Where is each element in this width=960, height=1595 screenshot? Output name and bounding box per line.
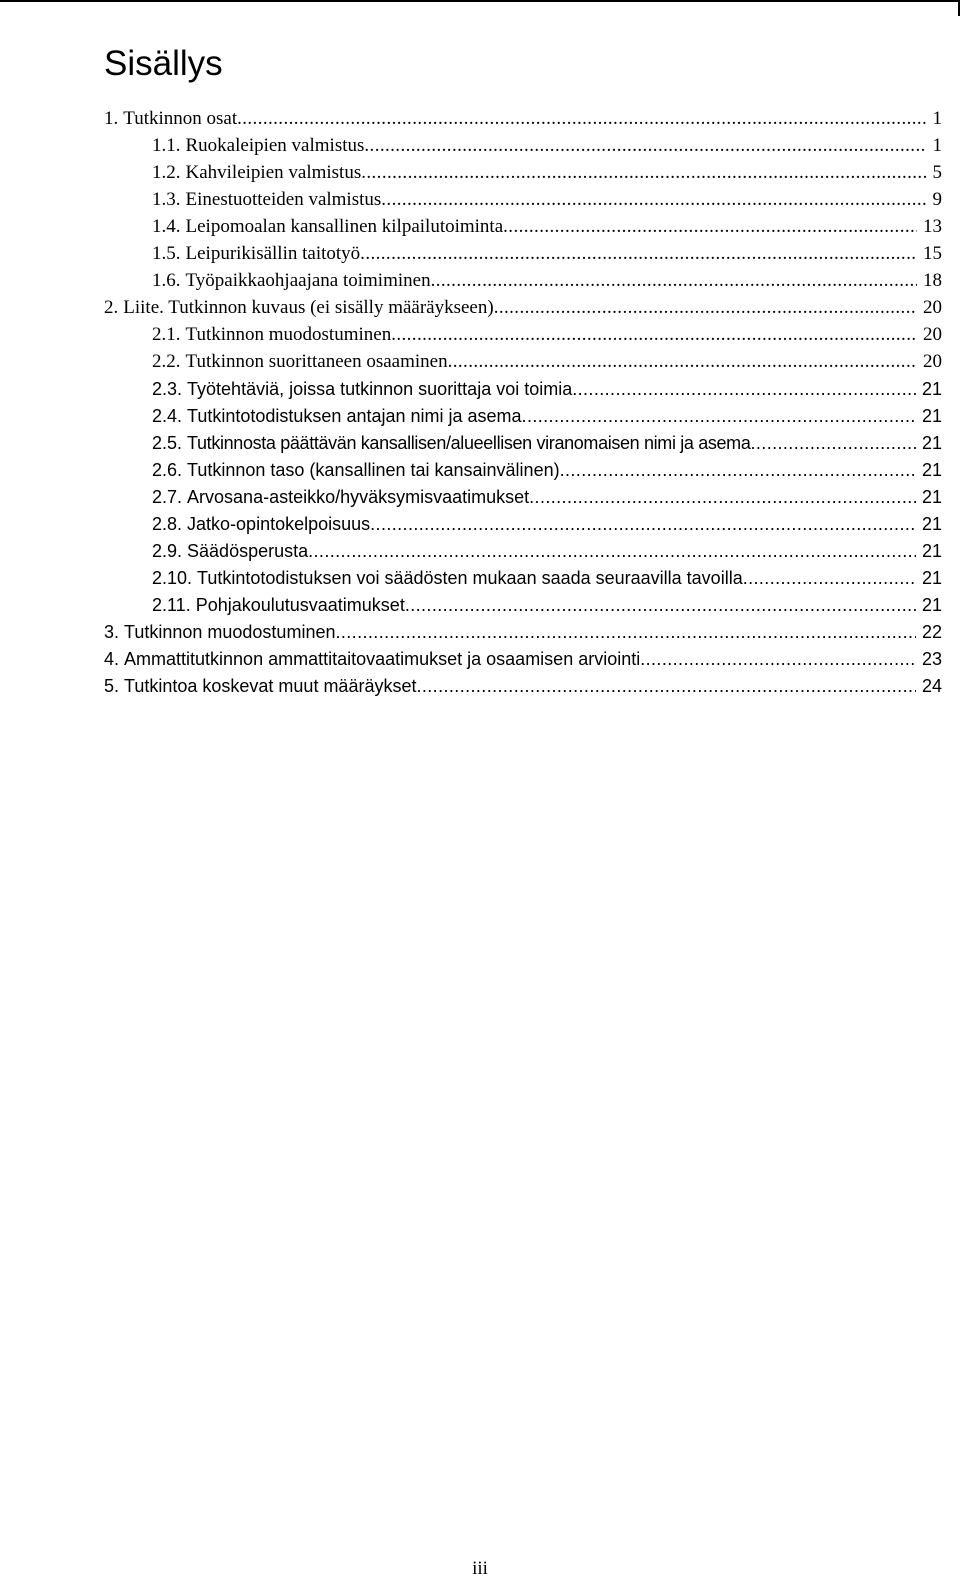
toc-leader-dots xyxy=(335,618,915,646)
toc-entry-4[interactable] xyxy=(104,645,942,673)
toc-entry-2-4[interactable] xyxy=(152,402,942,430)
toc-entry-page: 5 xyxy=(932,162,942,183)
toc-entry-label: Tutkintoa koskevat muut määräykset xyxy=(124,676,417,696)
toc-entry-page: 20 xyxy=(923,297,942,318)
toc-entry-2-2[interactable] xyxy=(152,348,942,376)
toc-entry-number: 3. xyxy=(104,622,120,642)
toc-entry-number: 2. xyxy=(104,297,119,318)
toc-entry-label: Ruokaleipien valmistus xyxy=(185,135,365,156)
toc-entry-page: 15 xyxy=(923,243,942,264)
toc-entry-label: Einestuotteiden valmistus xyxy=(185,189,382,210)
toc-entry-2-10[interactable] xyxy=(152,564,942,592)
toc-entry-page: 24 xyxy=(921,676,942,696)
toc-entry-page: 23 xyxy=(921,649,942,669)
toc-entry-label: Tutkintotodistuksen voi säädösten mukaan saada seuraavilla tavoilla xyxy=(197,568,743,588)
toc-entry-label: Tutkinnon suorittaneen osaaminen xyxy=(185,351,448,372)
toc-entry-number: 5. xyxy=(104,676,120,696)
toc-leader-dots xyxy=(370,510,916,538)
toc-entry-number: 1.6. xyxy=(152,270,181,291)
toc-entry-1-5[interactable] xyxy=(152,240,942,268)
toc-entry-number: 2.11. xyxy=(152,595,191,615)
toc-entry-label: Arvosana-asteikko/hyväksymisvaatimukset xyxy=(187,487,530,507)
toc-entry-5[interactable] xyxy=(104,672,942,700)
toc-entry-number: 1.1. xyxy=(152,135,181,156)
toc-entry-2-6[interactable] xyxy=(152,456,942,484)
toc-entry-label: Pohjakoulutusvaatimukset xyxy=(195,595,405,615)
toc-leader-dots xyxy=(560,456,916,484)
toc-entry-3[interactable] xyxy=(104,618,942,646)
toc-entry-label: Tutkinnon taso (kansallinen tai kansainvälinen) xyxy=(187,460,560,480)
toc-entry-label: Tutkinnosta päättävän kansallisen/alueellisen viranomaisen nimi ja asema xyxy=(187,433,751,453)
toc-entry-number: 1.5. xyxy=(152,243,181,264)
toc-leader-dots xyxy=(640,645,916,673)
toc-entry-number: 4. xyxy=(104,649,120,669)
toc-entry-page: 21 xyxy=(921,487,942,507)
toc-entry-number: 1.2. xyxy=(152,162,181,183)
toc-entry-number: 2.3. xyxy=(152,379,183,399)
toc-entry-1[interactable] xyxy=(104,105,942,133)
toc-entry-page: 9 xyxy=(932,189,942,210)
toc-leader-dots xyxy=(416,672,915,700)
toc-entry-page: 21 xyxy=(921,595,942,615)
toc-entry-page: 21 xyxy=(921,433,942,453)
toc-leader-dots xyxy=(743,564,916,592)
toc-entry-page: 1 xyxy=(932,108,942,129)
toc-entry-1-2[interactable] xyxy=(152,159,942,187)
toc-entry-2-5[interactable] xyxy=(152,429,942,457)
toc-entry-1-1[interactable] xyxy=(152,132,942,160)
toc-leader-dots xyxy=(360,240,917,268)
toc-leader-dots xyxy=(448,348,917,376)
toc-leader-dots xyxy=(364,132,926,160)
toc-leader-dots xyxy=(361,159,926,187)
toc-entry-1-3[interactable] xyxy=(152,186,942,214)
toc-leader-dots xyxy=(529,483,916,511)
toc-entry-label: Työtehtäviä, joissa tutkinnon suorittaja voi toimia xyxy=(187,379,573,399)
toc-entry-number: 2.4. xyxy=(152,406,183,426)
toc-entry-2-3[interactable] xyxy=(152,375,942,403)
toc-leader-dots xyxy=(522,402,916,430)
toc-entry-number: 1.4. xyxy=(152,216,181,237)
toc-entry-page: 21 xyxy=(921,541,942,561)
toc-entry-number: 2.8. xyxy=(152,514,183,534)
toc-entry-label: Tutkinnon muodostuminen xyxy=(124,622,336,642)
toc-entry-page: 21 xyxy=(921,514,942,534)
toc-entry-2-8[interactable] xyxy=(152,510,942,538)
toc-entry-label: Tutkintotodistuksen antajan nimi ja asema xyxy=(187,406,522,426)
toc-entry-label: Ammattitutkinnon ammattitaitovaatimukset ja osaamisen arviointi xyxy=(124,649,641,669)
toc-entry-page: 21 xyxy=(921,568,942,588)
toc-entry-page: 21 xyxy=(921,406,942,426)
toc-entry-number: 2.7. xyxy=(152,487,183,507)
toc-entry-page: 13 xyxy=(923,216,942,237)
toc-entry-page: 21 xyxy=(921,460,942,480)
toc-entry-2[interactable] xyxy=(104,294,942,322)
toc-entry-page: 18 xyxy=(923,270,942,291)
toc-leader-dots xyxy=(751,429,916,457)
toc-entry-label: Tutkinnon muodostuminen xyxy=(185,324,392,345)
toc-leader-dots xyxy=(494,294,917,322)
toc-leader-dots xyxy=(503,213,917,241)
toc-entry-2-11[interactable] xyxy=(152,591,942,619)
page-title: Sisällys xyxy=(104,44,223,83)
toc-entry-label: Liite. Tutkinnon kuvaus (ei sisälly määräykseen) xyxy=(123,297,494,318)
toc-entry-label: Leipomoalan kansallinen kilpailutoiminta xyxy=(185,216,504,237)
toc-entry-2-7[interactable] xyxy=(152,483,942,511)
toc-entry-number: 1. xyxy=(104,108,119,129)
toc-leader-dots xyxy=(381,186,926,214)
toc-entry-page: 20 xyxy=(923,351,942,372)
toc-entry-page: 21 xyxy=(921,379,942,399)
toc-leader-dots xyxy=(431,267,917,295)
toc-entry-number: 2.2. xyxy=(152,351,181,372)
toc-entry-number: 2.10. xyxy=(152,568,193,588)
toc-entry-2-1[interactable] xyxy=(152,321,942,349)
toc-leader-dots xyxy=(308,537,916,565)
toc-leader-dots xyxy=(391,321,917,349)
toc-entry-label: Jatko-opintokelpoisuus xyxy=(187,514,371,534)
toc-entry-number: 1.3. xyxy=(152,189,181,210)
toc-entry-page: 1 xyxy=(932,135,942,156)
toc-leader-dots xyxy=(572,375,916,403)
toc-entry-1-6[interactable] xyxy=(152,267,942,295)
toc-entry-page: 22 xyxy=(921,622,942,642)
toc-entry-label: Leipurikisällin taitotyö xyxy=(185,243,361,264)
toc-entry-number: 2.5. xyxy=(152,433,183,453)
toc-entry-number: 2.9. xyxy=(152,541,183,561)
toc-entry-label: Tutkinnon osat xyxy=(123,108,238,129)
page-top-rule xyxy=(0,0,960,2)
toc-entry-label: Säädösperusta xyxy=(187,541,309,561)
toc-entry-number: 2.6. xyxy=(152,460,183,480)
toc-entry-number: 2.1. xyxy=(152,324,181,345)
toc-entry-2-9[interactable] xyxy=(152,537,942,565)
toc-leader-dots xyxy=(405,591,916,619)
toc-entry-label: Työpaikkaohjaajana toimiminen xyxy=(185,270,431,291)
toc-entry-1-4[interactable] xyxy=(152,213,942,241)
toc-entry-label: Kahvileipien valmistus xyxy=(185,162,362,183)
page-number-footer: iii xyxy=(472,1558,488,1579)
toc-entry-page: 20 xyxy=(923,324,942,345)
toc-leader-dots xyxy=(237,105,926,133)
